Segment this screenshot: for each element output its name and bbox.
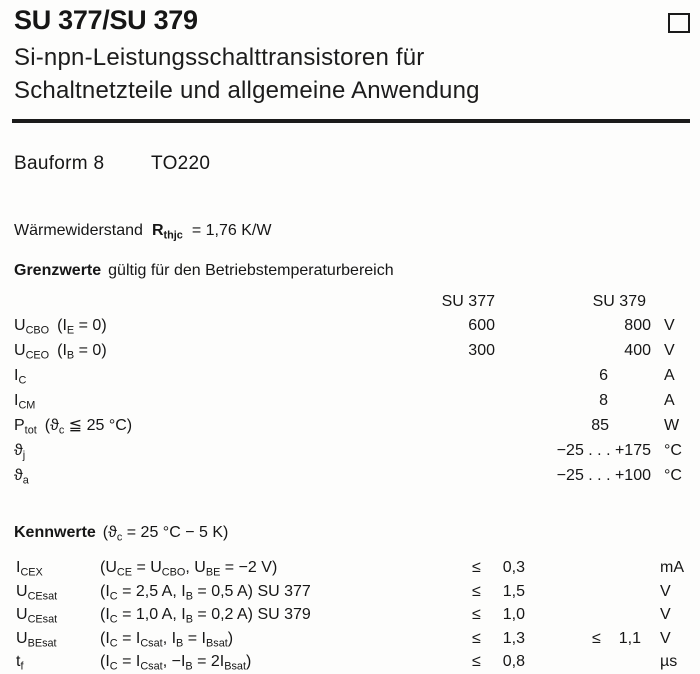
parameter-condition: ($I_C = I_{Csat}$, $I_B = I_{Bsat}$) — [100, 629, 234, 650]
limit-value: 1,1 — [618, 629, 642, 647]
parameter-condition: ($U_{CE} = U_{CBO}$, $U_{BE} = -2$ V) — [100, 559, 278, 579]
limits-heading-bold: Grenzwerte — [14, 262, 102, 279]
limit-operator: ≤ — [472, 653, 481, 671]
parameter-symbol: $U_{CBO}$ — [14, 317, 50, 337]
value-su379: 800 — [624, 317, 651, 334]
characteristics-row-ucesat-su379 — [14, 603, 694, 627]
parameter-symbol: $U_{BEsat}$ — [16, 629, 57, 650]
parameter-condition: ($I_C = 1,0$ A, $I_B = 0,2$ A) SU 379 — [100, 606, 311, 626]
parameter-condition: ($I_C = I_{Csat}$, $-I_B = 2I_{Bsat}$) — [100, 653, 252, 673]
unit-label: A — [664, 392, 675, 409]
package-type: TO220 — [151, 153, 211, 174]
thermal-symbol: $R_{thjc}$ — [151, 222, 183, 242]
limits-table — [14, 291, 694, 488]
limits-row-tj — [14, 438, 694, 463]
package-label: Bauform 8 — [14, 153, 105, 174]
parameter-symbol: $P_{tot}$ — [14, 417, 37, 437]
limit-operator: ≤ — [472, 582, 481, 600]
unit-label: V — [660, 606, 671, 624]
limit-operator: ≤ — [472, 629, 481, 647]
subtitle-line-1: Si-npn-Leistungsschalttransistoren für — [14, 44, 425, 71]
page-subtitle — [14, 41, 480, 107]
thermal-prefix: Wärmewiderstand — [14, 222, 143, 239]
unit-label: °C — [664, 467, 682, 484]
limits-row-ta — [14, 463, 694, 488]
limit-value: 1,3 — [502, 629, 526, 647]
limits-row-ucbo — [14, 313, 694, 338]
subtitle-line-2: Schaltnetzteile und allgemeine Anwendung — [14, 77, 480, 104]
shared-value: −25 . . . +100 — [556, 467, 651, 484]
characteristics-heading-rest: ($ϑ_c = 25$ °C − 5 K) — [102, 524, 229, 544]
parameter-symbol: $U_{CEsat}$ — [16, 606, 58, 626]
parameter-symbol: $I_C$ — [14, 367, 27, 387]
parameter-symbol: $ϑ_j$ — [14, 442, 26, 462]
limit-value: 1,5 — [502, 582, 526, 600]
limit-operator: ≤ — [472, 559, 481, 576]
characteristics-heading-bold: Kennwerte — [14, 524, 96, 541]
characteristics-row-tf — [14, 650, 694, 674]
limit-value: 0,8 — [502, 653, 526, 671]
parameter-symbol: $U_{CEsat}$ — [16, 582, 58, 603]
parameter-condition: $(I_E = 0)$ — [57, 317, 107, 337]
unit-label: µs — [660, 653, 678, 671]
value-su379: 400 — [624, 342, 651, 359]
limit-value: 0,3 — [502, 559, 526, 576]
corner-marker-icon — [668, 13, 690, 33]
unit-label: °C — [664, 442, 682, 459]
parameter-symbol: $ϑ_a$ — [14, 467, 29, 487]
unit-label: W — [664, 417, 680, 434]
unit-label: V — [664, 317, 675, 334]
characteristics-row-ubesat — [14, 627, 694, 651]
parameter-condition: $(I_B = 0)$ — [57, 342, 107, 362]
column-header-su377: SU 377 — [441, 293, 495, 310]
characteristics-heading — [14, 524, 228, 542]
parameter-condition: ($I_C = 2,5$ A, $I_B = 0,5$ A) SU 377 — [100, 582, 311, 603]
parameter-symbol: $I_{CM}$ — [14, 392, 36, 412]
limits-row-ptot — [14, 413, 694, 438]
parameter-symbol: $I_{CEX}$ — [16, 559, 43, 579]
header-rule — [12, 119, 690, 123]
limits-row-uceo — [14, 338, 694, 363]
limits-row-icm — [14, 388, 694, 413]
limit-operator: ≤ — [592, 629, 601, 647]
limit-value: 1,0 — [502, 606, 526, 624]
package-line — [14, 153, 210, 175]
parameter-symbol: $U_{CEO}$ — [14, 342, 50, 362]
unit-label: V — [660, 582, 671, 600]
shared-value: 6 — [599, 367, 608, 384]
characteristics-row-icex — [14, 556, 694, 580]
thermal-value: = 1,76 K/W — [191, 222, 272, 239]
shared-value: −25 . . . +175 — [556, 442, 651, 459]
limits-heading — [14, 262, 394, 280]
shared-value: 85 — [591, 417, 609, 434]
characteristics-table — [14, 556, 694, 674]
characteristics-row-ucesat-su377 — [14, 580, 694, 604]
value-su377: 300 — [468, 342, 495, 359]
page-title: SU 377/SU 379 — [14, 5, 198, 35]
limits-heading-rest: gültig für den Betriebstemperaturbereich — [108, 262, 394, 279]
unit-label: A — [664, 367, 675, 384]
unit-label: V — [664, 342, 675, 359]
unit-label: V — [660, 629, 671, 647]
parameter-symbol: $t_f$ — [16, 653, 24, 673]
thermal-resistance-line — [14, 222, 271, 240]
value-su377: 600 — [468, 317, 495, 334]
limits-row-ic — [14, 363, 694, 388]
limit-operator: ≤ — [472, 606, 481, 624]
column-header-su379: SU 379 — [592, 293, 646, 310]
parameter-condition: ($ϑ_c$ ≦ 25 °C) — [44, 417, 133, 437]
shared-value: 8 — [599, 392, 608, 409]
limits-header-row — [14, 291, 694, 313]
unit-label: mA — [660, 559, 684, 576]
